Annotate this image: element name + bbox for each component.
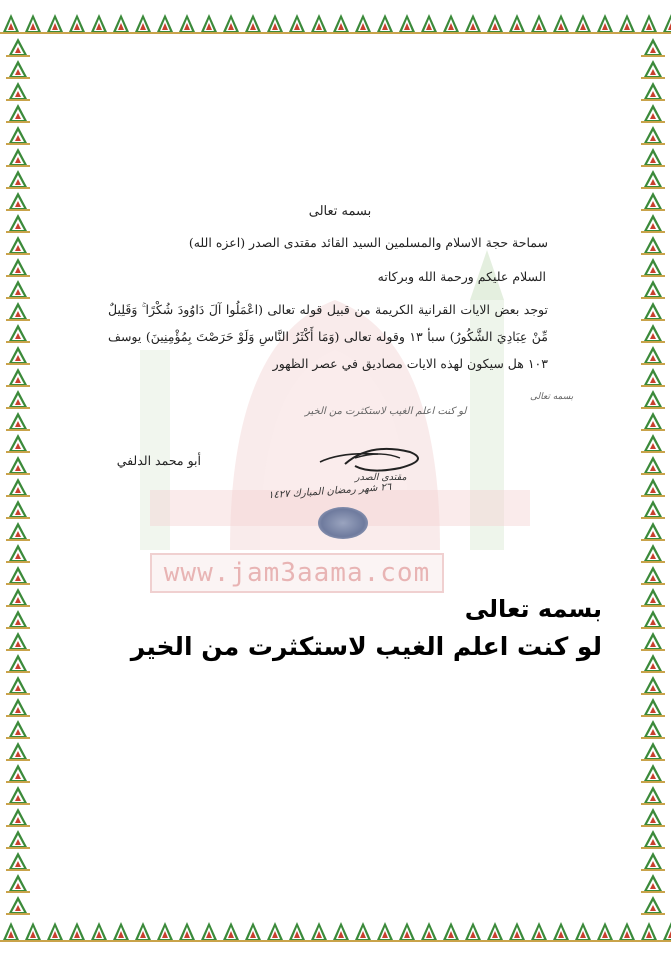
watermark-url: www.jam3aama.com — [150, 553, 444, 593]
decorative-border-right — [641, 36, 665, 918]
letter-body: توجد بعض الايات القرانية الكريمة من قبيل قوله تعالى (اعْمَلُوا آلَ دَاوُودَ شُكْرًا ۚ وَقَلِيلٌ مِّنْ عِبَادِيَ الشَّكُورُ) سبأ ١٣ وقوله تعالى (وَمَا أَكْثَرُ النَّاسِ وَلَوْ حَرَصْتَ بِمُؤْمِنِينَ) يوسف ١٠٣ هل سيكون لهذه الايات مصاديق في عصر الظهور — [108, 302, 548, 371]
signature-date: ٢٦ شهر رمضان المبارك ١٤٢٧ — [267, 481, 392, 502]
handwritten-reply-text: لو كنت اعلم الغيب لاستكثرت من الخير — [305, 406, 467, 417]
stamp-seal — [318, 507, 368, 539]
watermark-logo — [110, 190, 560, 610]
decorative-border-top — [0, 10, 671, 36]
reply-heading: بسمه تعالى — [464, 595, 602, 623]
letter-heading: بسمه تعالى — [308, 204, 372, 219]
reply-verse: لو كنت اعلم الغيب لاستكثرت من الخير — [130, 632, 602, 661]
decorative-border-left — [6, 36, 30, 918]
letter-addressee: سماحة حجة الاسلام والمسلمين السيد القائد مقتدى الصدر (اعزه الله) — [188, 235, 548, 250]
letter-greeting: السلام عليكم ورحمة الله وبركاته — [377, 269, 546, 284]
signature-name: مقتدى الصدر — [355, 472, 407, 483]
letter-signer: أبو محمد الدلفي — [116, 453, 201, 468]
handwritten-heading: بسمه تعالى — [530, 392, 574, 402]
decorative-border-bottom — [0, 918, 671, 944]
